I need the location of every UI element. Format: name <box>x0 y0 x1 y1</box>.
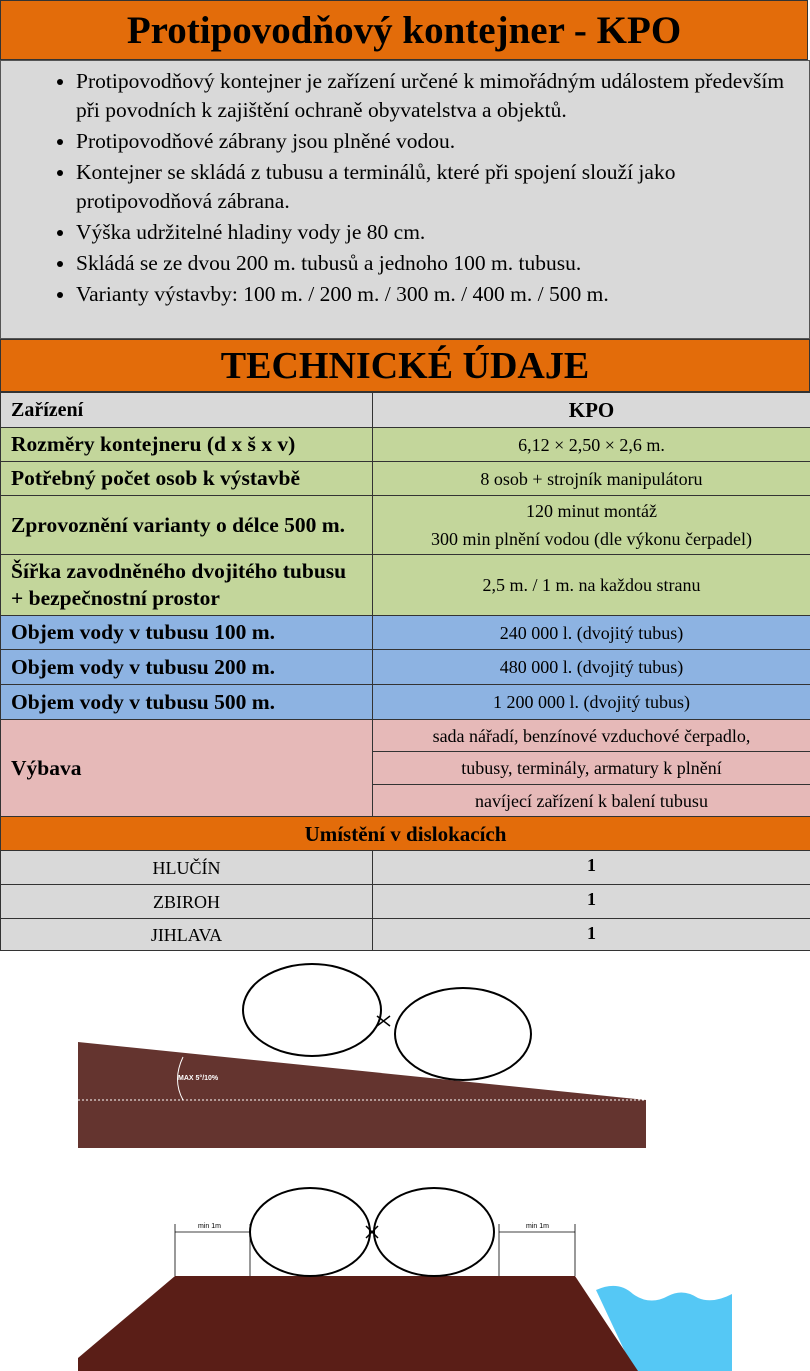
location-name: JIHLAVA <box>1 919 373 951</box>
location-name: ZBIROH <box>1 885 373 919</box>
row-value: 2,5 m. / 1 m. na každou stranu <box>373 555 810 616</box>
slope-label: MAX 5°/10% <box>178 1075 219 1082</box>
table-row <box>1 462 810 496</box>
row-value: 8 osob + strojník manipulátoru <box>373 462 810 496</box>
column-header-device: Zařízení <box>1 393 373 428</box>
row-value-line: 120 minut montáž <box>526 501 657 521</box>
row-label: Objem vody v tubusu 200 m. <box>1 650 373 685</box>
intro-section <box>0 60 810 339</box>
equipment-label: Výbava <box>1 720 373 817</box>
row-value: 240 000 l. (dvojitý tubus) <box>373 616 810 650</box>
table-row <box>1 555 810 616</box>
location-count: 1 <box>373 885 810 919</box>
diagrams <box>78 958 732 1371</box>
table-row <box>1 720 810 752</box>
row-value: 1 200 000 l. (dvojitý tubus) <box>373 685 810 720</box>
list-item: • Protipovodňové zábrany jsou plněné vodou. <box>76 127 789 156</box>
equipment-item: sada nářadí, benzínové vzduchové čerpadlo, <box>373 720 810 752</box>
row-label: Rozměry kontejneru (d x š x v) <box>1 428 373 462</box>
table-row <box>1 428 810 462</box>
row-value <box>373 496 810 555</box>
row-label: Objem vody v tubusu 100 m. <box>1 616 373 650</box>
intro-bullet-list <box>1 61 809 309</box>
list-item: • Protipovodňový kontejner je zařízení určené k mimořádným událostem především při povodních k zajištění ochraně obyvatelstva a objektů. <box>76 67 789 125</box>
row-label: Objem vody v tubusu 500 m. <box>1 685 373 720</box>
list-item: • Kontejner se skládá z tubusu a terminálů, které při spojení slouží jako protipovodňová zábrana. <box>76 158 789 216</box>
list-item: • Výška udržitelné hladiny vody je 80 cm. <box>76 218 789 247</box>
list-item: • Skládá se ze dvou 200 m. tubusů a jednoho 100 m. tubusu. <box>76 249 789 278</box>
table-header-row <box>1 393 810 428</box>
table-row <box>1 650 810 685</box>
slope-diagram <box>78 964 646 1148</box>
location-count: 1 <box>373 919 810 951</box>
dimension-label-right: min 1m <box>526 1223 549 1230</box>
table-row <box>1 885 810 919</box>
tube-left <box>243 964 381 1056</box>
row-label: Šířka zavodněného dvojitého tubusu + bezpečnostní prostor <box>1 555 373 616</box>
tech-table <box>0 392 810 951</box>
table-row <box>1 919 810 951</box>
equipment-item: navíjecí zařízení k balení tubusu <box>373 785 810 817</box>
locations-heading: Umístění v dislokacích <box>1 817 810 851</box>
row-value: 480 000 l. (dvojitý tubus) <box>373 650 810 685</box>
row-value: 6,12 × 2,50 × 2,6 m. <box>373 428 810 462</box>
dimension-label-left: min 1m <box>198 1223 221 1230</box>
list-item: • Varianty výstavby: 100 m. / 200 m. / 300 m. / 400 m. / 500 m. <box>76 280 789 309</box>
column-header-kpo: KPO <box>373 393 810 428</box>
tube-right <box>374 1188 494 1276</box>
row-label: Potřebný počet osob k výstavbě <box>1 462 373 496</box>
tube-right <box>395 988 531 1080</box>
page-title: Protipovodňový kontejner - KPO <box>0 0 808 60</box>
row-value-line: 300 min plnění vodou (dle výkonu čerpadel) <box>431 529 752 549</box>
equipment-item: tubusy, terminály, armatury k plnění <box>373 752 810 785</box>
embankment-ground <box>78 1276 638 1371</box>
table-row <box>1 616 810 650</box>
table-row <box>1 496 810 555</box>
row-label: Zprovoznění varianty o délce 500 m. <box>1 496 373 555</box>
location-count: 1 <box>373 851 810 885</box>
slope-ground <box>78 1042 646 1148</box>
table-row <box>1 851 810 885</box>
location-name: HLUČÍN <box>1 851 373 885</box>
table-row <box>1 685 810 720</box>
locations-header-row <box>1 817 810 851</box>
embankment-diagram <box>78 1188 732 1371</box>
tube-left <box>250 1188 370 1276</box>
tech-heading: TECHNICKÉ ÚDAJE <box>0 339 810 392</box>
